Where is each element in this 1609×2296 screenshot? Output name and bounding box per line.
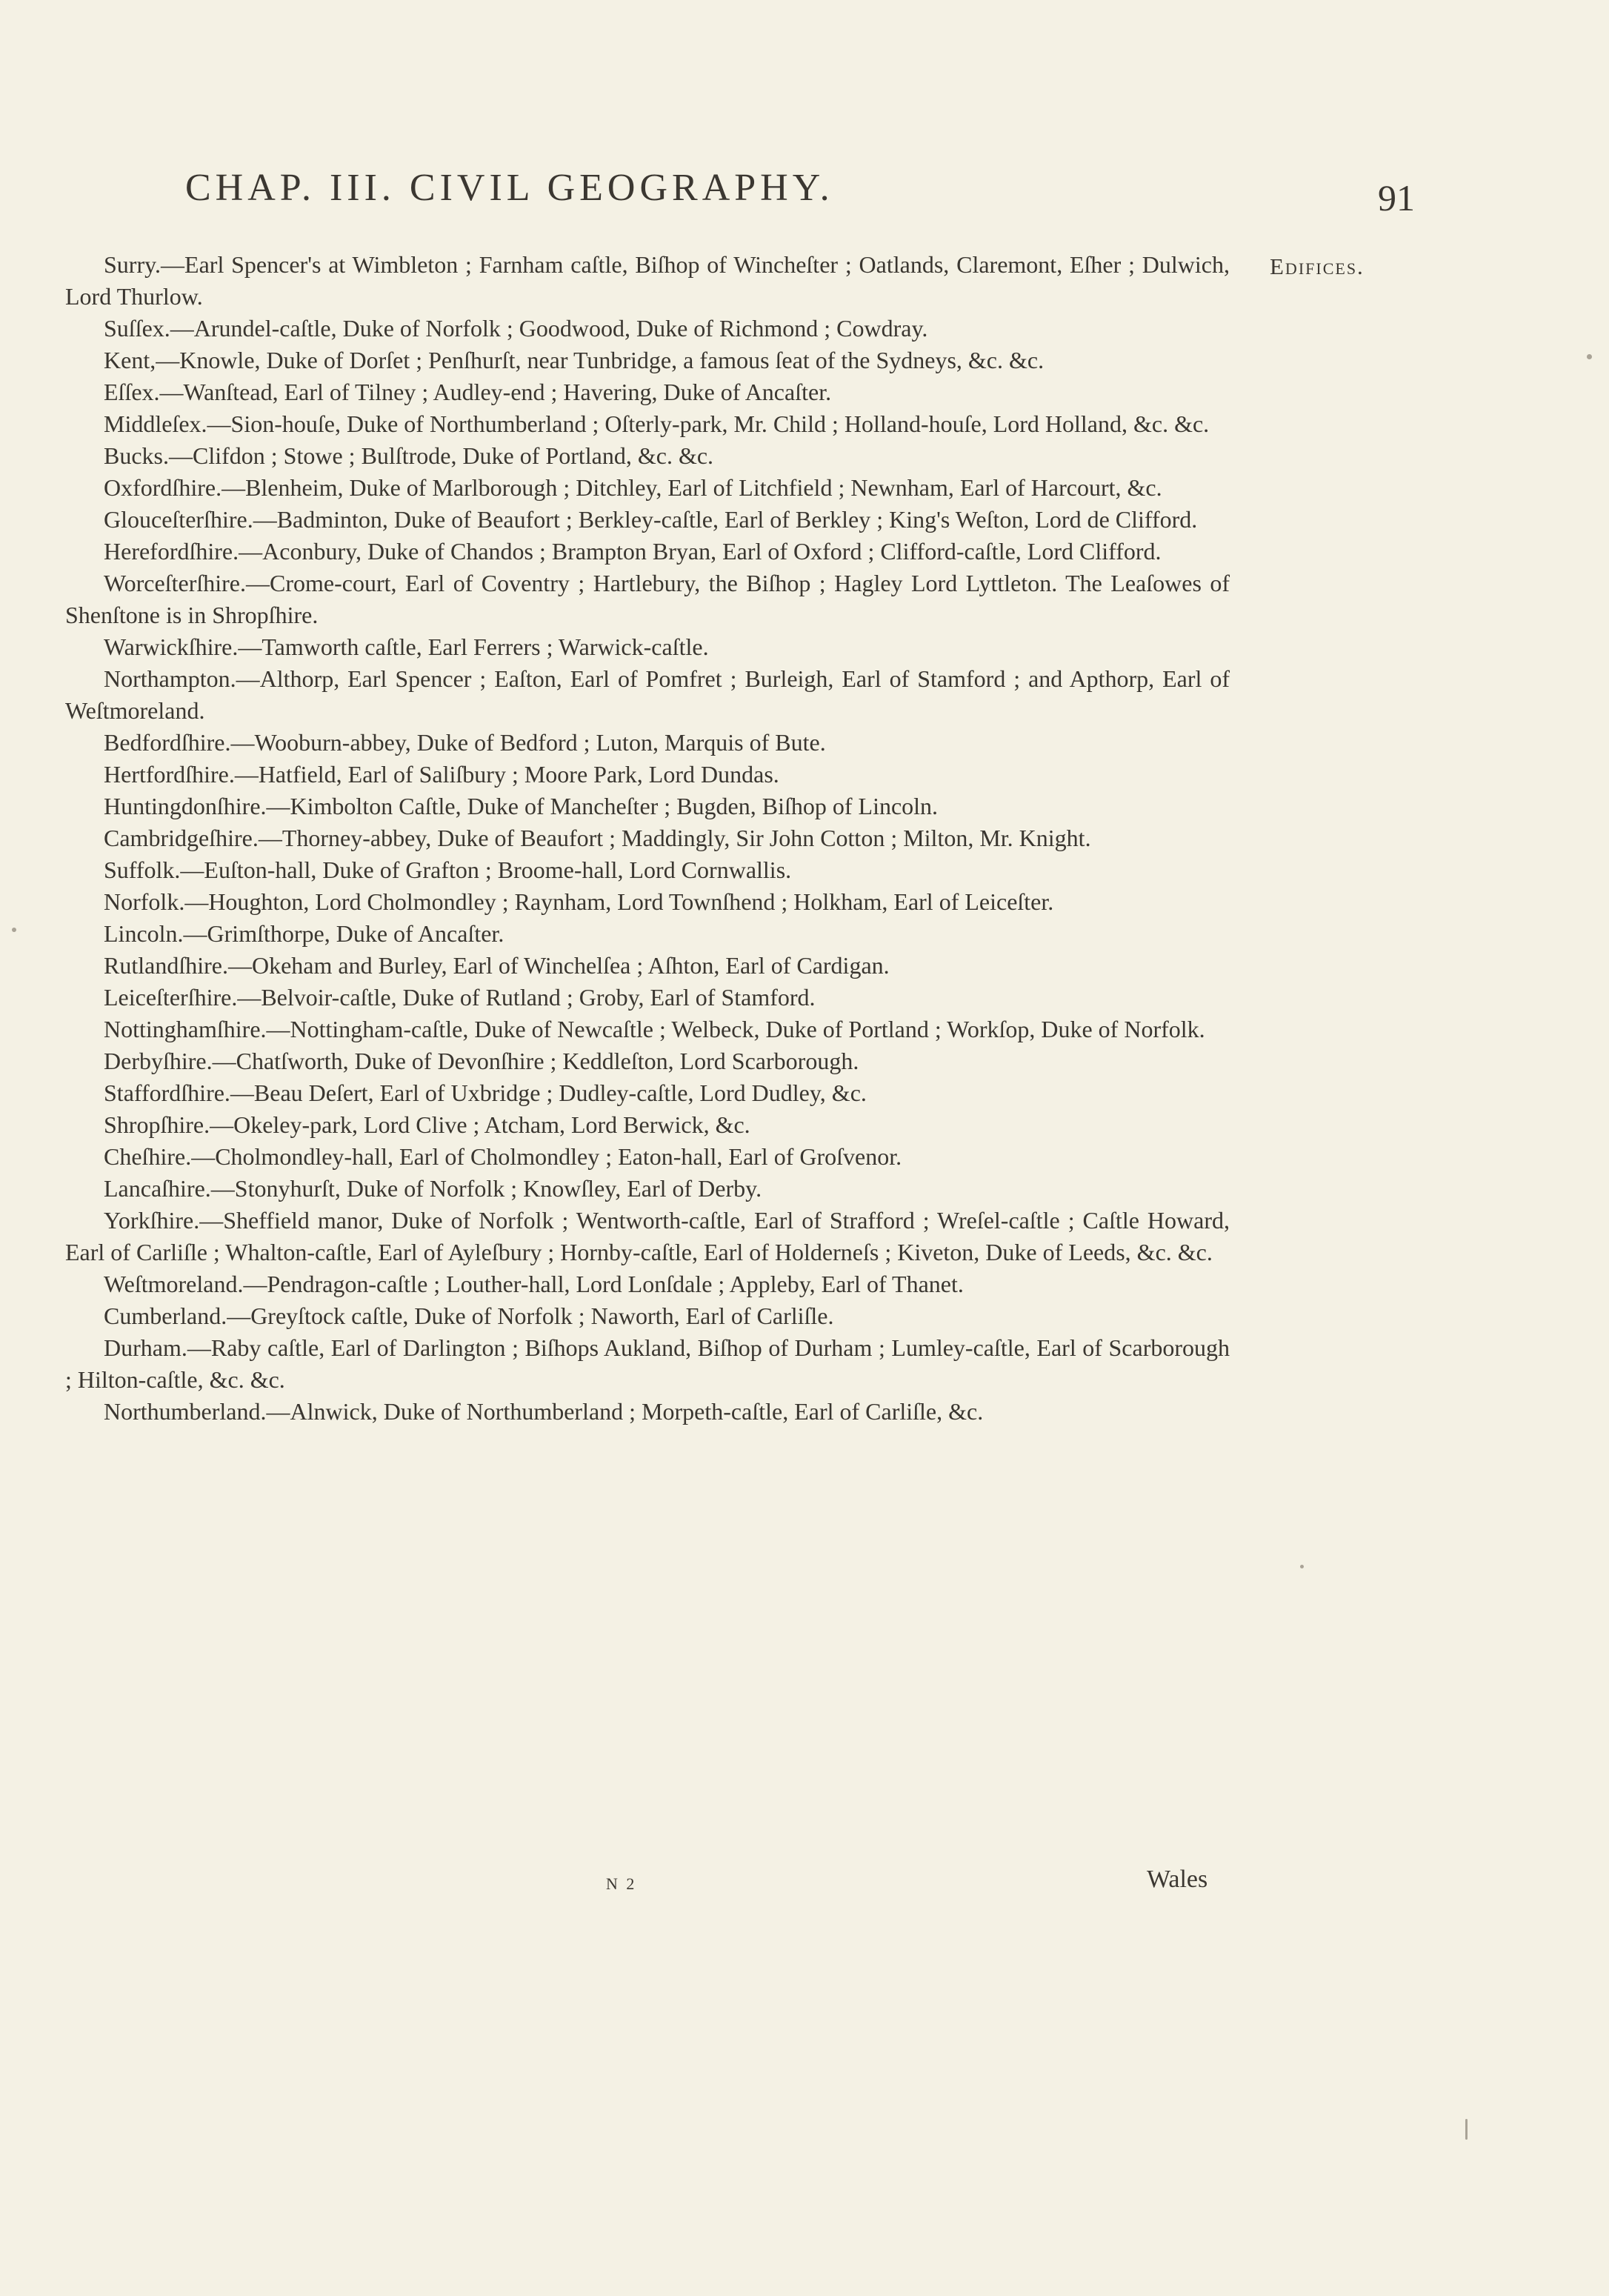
county-entry: Staffordſhire.—Beau Deſert, Earl of Uxbridge ; Dudley-caſtle, Lord Dudley, &c. [104,1079,867,1106]
county-entry: Bedfordſhire.—Wooburn-abbey, Duke of Bedford ; Luton, Marquis of Bute. [104,729,826,756]
county-entry: Leiceſterſhire.—Belvoir-caſtle, Duke of Rutland ; Groby, Earl of Stamford. [104,984,816,1011]
county-entry: Warwickſhire.—Tamworth caſtle, Earl Ferrers ; Warwick-caſtle. [104,633,709,660]
county-entry: Worceſterſhire.—Crome-court, Earl of Coventry ; Hartlebury, the Biſhop ; Hagley Lord Lyttleton. The Leaſowes of Shenſtone is in Shropſhire. [65,570,1230,628]
paper-speck [12,928,16,932]
paper-speck [1587,354,1592,359]
county-entry: Rutlandſhire.—Okeham and Burley, Earl of Winchelſea ; Aſhton, Earl of Cardigan. [104,952,890,979]
county-entry: Durham.—Raby caſtle, Earl of Darlington ; Biſhops Aukland, Biſhop of Durham ; Lumley-caſtle, Earl of Scarborough ; Hilton-caſtle, &c. &c. [65,1334,1230,1393]
county-entry: Glouceſterſhire.—Badminton, Duke of Beaufort ; Berkley-caſtle, Earl of Berkley ; King's Weſton, Lord de Clifford. [104,506,1198,533]
county-entry: Kent,—Knowle, Duke of Dorſet ; Penſhurſt, near Tunbridge, a famous ſeat of the Sydneys, &c. &c. [104,347,1045,373]
county-entry: Cumberland.—Greyſtock caſtle, Duke of Norfolk ; Naworth, Earl of Carliſle. [104,1302,834,1329]
county-entry: Middleſex.—Sion-houſe, Duke of Northumberland ; Oſterly-park, Mr. Child ; Holland-houſe, Lord Holland, &c. &c. [104,410,1210,437]
signature-mark: N 2 [606,1874,637,1893]
county-entry: Lancaſhire.—Stonyhurſt, Duke of Norfolk ; Knowſley, Earl of Derby. [104,1175,762,1202]
county-entry: Herefordſhire.—Aconbury, Duke of Chandos ; Brampton Bryan, Earl of Oxford ; Clifford-caſtle, Lord Clifford. [104,538,1162,565]
county-entry: Lincoln.—Grimſthorpe, Duke of Ancaſter. [104,920,504,947]
county-entry: Cambridgeſhire.—Thorney-abbey, Duke of Beaufort ; Maddingly, Sir John Cotton ; Milton, Mr. Knight. [104,825,1091,851]
county-entry: Hertfordſhire.—Hatfield, Earl of Saliſbury ; Moore Park, Lord Dundas. [104,761,779,788]
county-entry: Oxfordſhire.—Blenheim, Duke of Marlborough ; Ditchley, Earl of Litchfield ; Newnham, Earl of Harcourt, &c. [104,474,1162,501]
county-entry: Northampton.—Althorp, Earl Spencer ; Eaſton, Earl of Pomfret ; Burleigh, Earl of Stamford ; and Apthorp, Earl of Weſtmoreland. [65,665,1230,724]
county-entry: Weſtmoreland.—Pendragon-caſtle ; Louther-hall, Lord Lonſdale ; Appleby, Earl of Thanet. [104,1271,964,1297]
paper-speck [1465,2119,1468,2140]
county-entry: Suffolk.—Euſton-hall, Duke of Grafton ; Broome-hall, Lord Cornwallis. [104,856,792,883]
county-entry: Derbyſhire.—Chatſworth, Duke of Devonſhire ; Keddleſton, Lord Scarborough. [104,1048,859,1074]
county-entry: Suſſex.—Arundel-caſtle, Duke of Norfolk ; Goodwood, Duke of Richmond ; Cowdray. [104,315,928,342]
county-entry: Yorkſhire.—Sheffield manor, Duke of Norfolk ; Wentworth-caſtle, Earl of Strafford ; Wreſel-caſtle ; Caſtle Howard, Earl of Carliſle ; Whalton-caſtle, Earl of Ayleſbury ; Hornby-caſtle, Earl of Holderneſs ; Kiveton, Duke of Leeds, &c. &c. [65,1207,1230,1265]
body-text [65,249,1230,1428]
county-entry: Bucks.—Clifdon ; Stowe ; Bulſtrode, Duke of Portland, &c. &c. [104,442,714,469]
county-entry: Norfolk.—Houghton, Lord Cholmondley ; Raynham, Lord Townſhend ; Holkham, Earl of Leiceſter. [104,888,1054,915]
margin-note: Edifices. [1270,253,1365,279]
page-number: 91 [1378,177,1415,219]
county-entry: Surry.—Earl Spencer's at Wimbleton ; Farnham caſtle, Biſhop of Wincheſter ; Oatlands, Claremont, Eſher ; Dulwich, Lord Thurlow. [65,251,1230,310]
county-entry: Cheſhire.—Cholmondley-hall, Earl of Cholmondley ; Eaton-hall, Earl of Groſvenor. [104,1143,902,1170]
catchword: Wales [1147,1866,1208,1893]
paper-speck [1300,1565,1304,1568]
county-entry: Shropſhire.—Okeley-park, Lord Clive ; Atcham, Lord Berwick, &c. [104,1111,750,1138]
county-entry: Eſſex.—Wanſtead, Earl of Tilney ; Audley-end ; Havering, Duke of Ancaſter. [104,379,832,405]
running-header: CHAP. III. CIVIL GEOGRAPHY. [185,167,834,209]
county-entry: Northumberland.—Alnwick, Duke of Northumberland ; Morpeth-caſtle, Earl of Carliſle, &c. [104,1398,984,1425]
county-entry: Nottinghamſhire.—Nottingham-caſtle, Duke of Newcaſtle ; Welbeck, Duke of Portland ; Workſop, Duke of Norfolk. [104,1016,1205,1042]
county-entry: Huntingdonſhire.—Kimbolton Caſtle, Duke of Mancheſter ; Bugden, Biſhop of Lincoln. [104,793,939,819]
